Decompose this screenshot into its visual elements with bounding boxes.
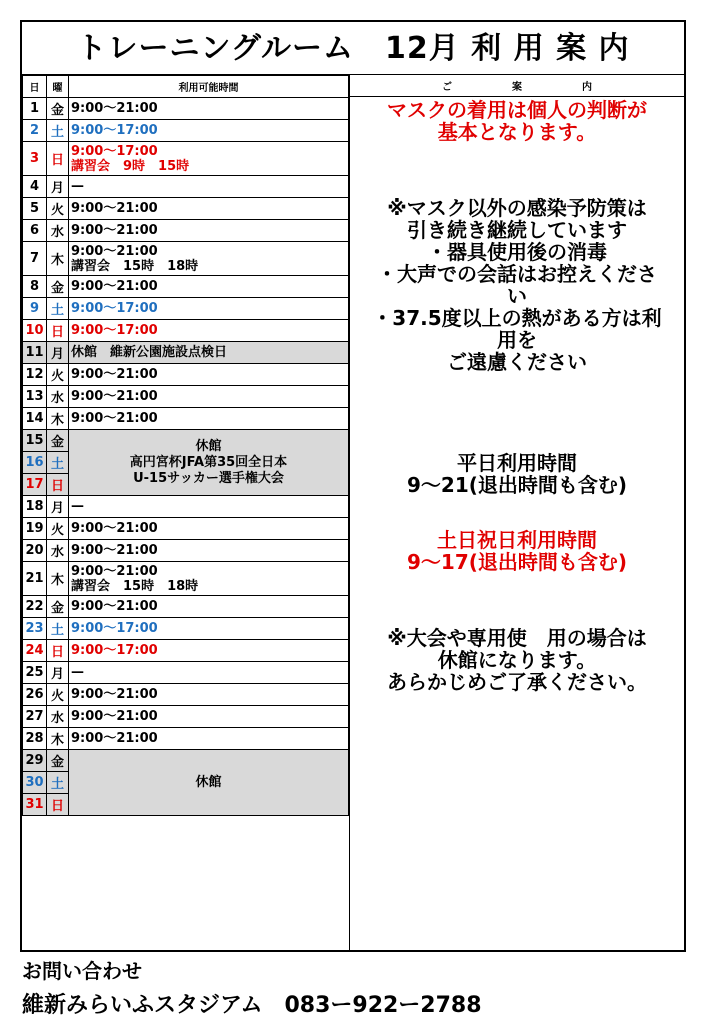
schedule-row xyxy=(23,364,349,386)
hours-text: — xyxy=(71,665,84,680)
day-cell: 5 xyxy=(23,198,47,220)
day-cell: 17 xyxy=(23,474,47,496)
info-header-char: 案 xyxy=(512,82,522,93)
schedule-row xyxy=(23,728,349,750)
schedule-table xyxy=(22,75,349,816)
hours-text: 9:00～21:00 xyxy=(71,101,158,116)
prevention-notice: ※マスク以外の感染予防策は 引き続き継続しています ・器具使用後の消毒 ・大声での会話はお控えくださ い ・37.5度以上の熱がある方は利 用を ご遠慮ください xyxy=(372,196,662,374)
weekday-cell: 火 xyxy=(47,364,69,386)
weekday-cell: 土 xyxy=(47,618,69,640)
hours-cell xyxy=(69,562,349,596)
day-cell: 23 xyxy=(23,618,47,640)
hours-text: 9:00～21:00 xyxy=(71,521,158,536)
hours-cell xyxy=(69,142,349,176)
weekday-cell: 日 xyxy=(47,320,69,342)
day-cell: 25 xyxy=(23,662,47,684)
weekend-hours: 土日祝日利用時間 9～17(退出時間も含む) xyxy=(406,528,628,574)
hours-cell xyxy=(69,364,349,386)
hours-cell xyxy=(69,662,349,684)
schedule-row xyxy=(23,142,349,176)
day-cell: 31 xyxy=(23,794,47,816)
schedule-row xyxy=(23,342,349,364)
day-cell: 27 xyxy=(23,706,47,728)
day-cell: 6 xyxy=(23,220,47,242)
hours-cell xyxy=(69,276,349,298)
hours-cell xyxy=(69,98,349,120)
hours-cell xyxy=(69,320,349,342)
schedule-row xyxy=(23,540,349,562)
page-title: トレーニングルーム 12月 利 用 案 内 xyxy=(22,22,684,75)
day-cell: 30 xyxy=(23,772,47,794)
header-hours: 利用可能時間 xyxy=(69,76,349,98)
day-cell: 14 xyxy=(23,408,47,430)
weekday-cell: 火 xyxy=(47,198,69,220)
info-header xyxy=(349,75,684,97)
weekday-hours: 平日利用時間 9～21(退出時間も含む) xyxy=(406,451,628,497)
schedule-row xyxy=(23,662,349,684)
schedule-row xyxy=(23,98,349,120)
hours-text: 9:00～17:00 xyxy=(71,643,158,658)
day-cell: 20 xyxy=(23,540,47,562)
contact-info: 維新みらいふスタジアム 083ー922ー2788 xyxy=(22,993,482,1018)
weekday-cell: 金 xyxy=(47,596,69,618)
schedule-row xyxy=(23,640,349,662)
closure-notice: ※大会や専用使 用の場合は 休館になります。 あらかじめご了承ください。 xyxy=(387,626,647,694)
weekday-cell: 金 xyxy=(47,430,69,452)
schedule-row xyxy=(23,120,349,142)
lecture-text: 講習会 15時 18時 xyxy=(71,578,199,594)
schedule-header-row xyxy=(23,76,349,98)
weekday-cell: 木 xyxy=(47,562,69,596)
hours-text: 9:00～21:00 xyxy=(71,599,158,614)
day-cell: 19 xyxy=(23,518,47,540)
weekday-cell: 月 xyxy=(47,662,69,684)
hours-cell xyxy=(69,120,349,142)
day-cell: 18 xyxy=(23,496,47,518)
day-cell: 28 xyxy=(23,728,47,750)
day-cell: 24 xyxy=(23,640,47,662)
weekday-cell: 金 xyxy=(47,750,69,772)
day-cell: 16 xyxy=(23,452,47,474)
day-cell: 26 xyxy=(23,684,47,706)
hours-cell xyxy=(69,728,349,750)
hours-cell xyxy=(69,220,349,242)
closure-text: 休館 xyxy=(195,774,222,790)
weekday-cell: 月 xyxy=(47,176,69,198)
weekday-cell: 水 xyxy=(47,386,69,408)
hours-cell xyxy=(69,298,349,320)
closure-text: 休館 xyxy=(195,438,222,454)
closure-text: 高円宮杯JFA第35回全日本 xyxy=(129,454,288,470)
schedule-row xyxy=(23,684,349,706)
weekday-cell: 水 xyxy=(47,706,69,728)
usage-sheet xyxy=(20,20,686,952)
weekday-cell: 日 xyxy=(47,474,69,496)
header-weekday: 曜 xyxy=(47,76,69,98)
weekday-cell: 水 xyxy=(47,220,69,242)
hours-cell xyxy=(69,684,349,706)
hours-text: 9:00～21:00 xyxy=(71,709,158,724)
schedule-row xyxy=(23,198,349,220)
contact-label: お問い合わせ xyxy=(22,959,142,983)
hours-cell xyxy=(69,198,349,220)
weekday-cell: 金 xyxy=(47,276,69,298)
schedule-row xyxy=(23,386,349,408)
hours-text: — xyxy=(71,499,84,514)
hours-cell xyxy=(69,540,349,562)
day-cell: 15 xyxy=(23,430,47,452)
hours-cell xyxy=(69,518,349,540)
weekday-cell: 土 xyxy=(47,120,69,142)
schedule-row xyxy=(23,562,349,596)
schedule-row xyxy=(23,220,349,242)
day-cell: 11 xyxy=(23,342,47,364)
hours-text: 9:00～21:00 xyxy=(71,279,158,294)
hours-text: 9:00～21:00 xyxy=(71,687,158,702)
schedule-row xyxy=(23,596,349,618)
schedule-row xyxy=(23,298,349,320)
hours-cell xyxy=(69,596,349,618)
hours-cell xyxy=(69,408,349,430)
schedule-row xyxy=(23,408,349,430)
hours-text: 9:00～17:00 xyxy=(71,301,158,316)
hours-text: 9:00～21:00 xyxy=(71,223,158,238)
weekday-cell: 日 xyxy=(47,640,69,662)
weekday-cell: 月 xyxy=(47,342,69,364)
schedule-row xyxy=(23,618,349,640)
weekday-cell: 水 xyxy=(47,540,69,562)
hours-text: — xyxy=(71,179,84,194)
hours-text: 9:00～21:00 xyxy=(71,389,158,404)
hours-text: 9:00～17:00 xyxy=(71,123,158,138)
day-cell: 10 xyxy=(23,320,47,342)
hours-text: 9:00～21:00 xyxy=(71,411,158,426)
closure-cell xyxy=(69,430,349,496)
hours-cell xyxy=(69,176,349,198)
weekday-cell: 月 xyxy=(47,496,69,518)
closure-cell xyxy=(69,750,349,816)
hours-cell xyxy=(69,496,349,518)
day-cell: 21 xyxy=(23,562,47,596)
closure-text: U-15サッカー選手権大会 xyxy=(133,470,284,486)
mask-notice: マスクの着用は個人の判断が 基本となります。 xyxy=(387,98,647,144)
day-cell: 7 xyxy=(23,242,47,276)
schedule-row xyxy=(23,706,349,728)
weekday-cell: 木 xyxy=(47,408,69,430)
hours-cell xyxy=(69,640,349,662)
schedule-row xyxy=(23,176,349,198)
hours-cell xyxy=(69,342,349,364)
hours-cell xyxy=(69,386,349,408)
weekday-cell: 土 xyxy=(47,772,69,794)
weekday-cell: 日 xyxy=(47,794,69,816)
hours-cell xyxy=(69,242,349,276)
schedule-row xyxy=(23,320,349,342)
schedule-row xyxy=(23,430,349,452)
schedule-row xyxy=(23,750,349,772)
day-cell: 2 xyxy=(23,120,47,142)
hours-text: 9:00～21:00 xyxy=(71,543,158,558)
hours-text: 9:00～17:00 xyxy=(71,323,158,338)
hours-text: 9:00～21:00 xyxy=(71,201,158,216)
hours-text: 9:00～17:00 xyxy=(71,143,158,159)
weekday-cell: 金 xyxy=(47,98,69,120)
day-cell: 9 xyxy=(23,298,47,320)
day-cell: 12 xyxy=(23,364,47,386)
day-cell: 29 xyxy=(23,750,47,772)
day-cell: 22 xyxy=(23,596,47,618)
hours-text: 9:00～21:00 xyxy=(71,367,158,382)
weekday-cell: 土 xyxy=(47,298,69,320)
day-cell: 8 xyxy=(23,276,47,298)
info-header-char: ご xyxy=(442,82,452,93)
weekday-cell: 木 xyxy=(47,728,69,750)
hours-text: 9:00～21:00 xyxy=(71,243,158,259)
schedule-row xyxy=(23,496,349,518)
hours-text: 9:00～21:00 xyxy=(71,563,158,579)
hours-cell xyxy=(69,618,349,640)
schedule-row xyxy=(23,518,349,540)
day-cell: 13 xyxy=(23,386,47,408)
header-day: 日 xyxy=(23,76,47,98)
day-cell: 1 xyxy=(23,98,47,120)
lecture-text: 講習会 9時 15時 xyxy=(71,158,190,174)
hours-text: 9:00～17:00 xyxy=(71,621,158,636)
schedule-row xyxy=(23,276,349,298)
hours-text: 休館 維新公園施設点検日 xyxy=(71,345,228,360)
hours-text: 9:00～21:00 xyxy=(71,731,158,746)
weekday-cell: 火 xyxy=(47,684,69,706)
day-cell: 4 xyxy=(23,176,47,198)
day-cell: 3 xyxy=(23,142,47,176)
info-header-char: 内 xyxy=(582,82,592,93)
lecture-text: 講習会 15時 18時 xyxy=(71,258,199,274)
info-panel xyxy=(349,97,684,950)
weekday-cell: 土 xyxy=(47,452,69,474)
weekday-cell: 日 xyxy=(47,142,69,176)
schedule-row xyxy=(23,242,349,276)
weekday-cell: 火 xyxy=(47,518,69,540)
weekday-cell: 木 xyxy=(47,242,69,276)
hours-cell xyxy=(69,706,349,728)
